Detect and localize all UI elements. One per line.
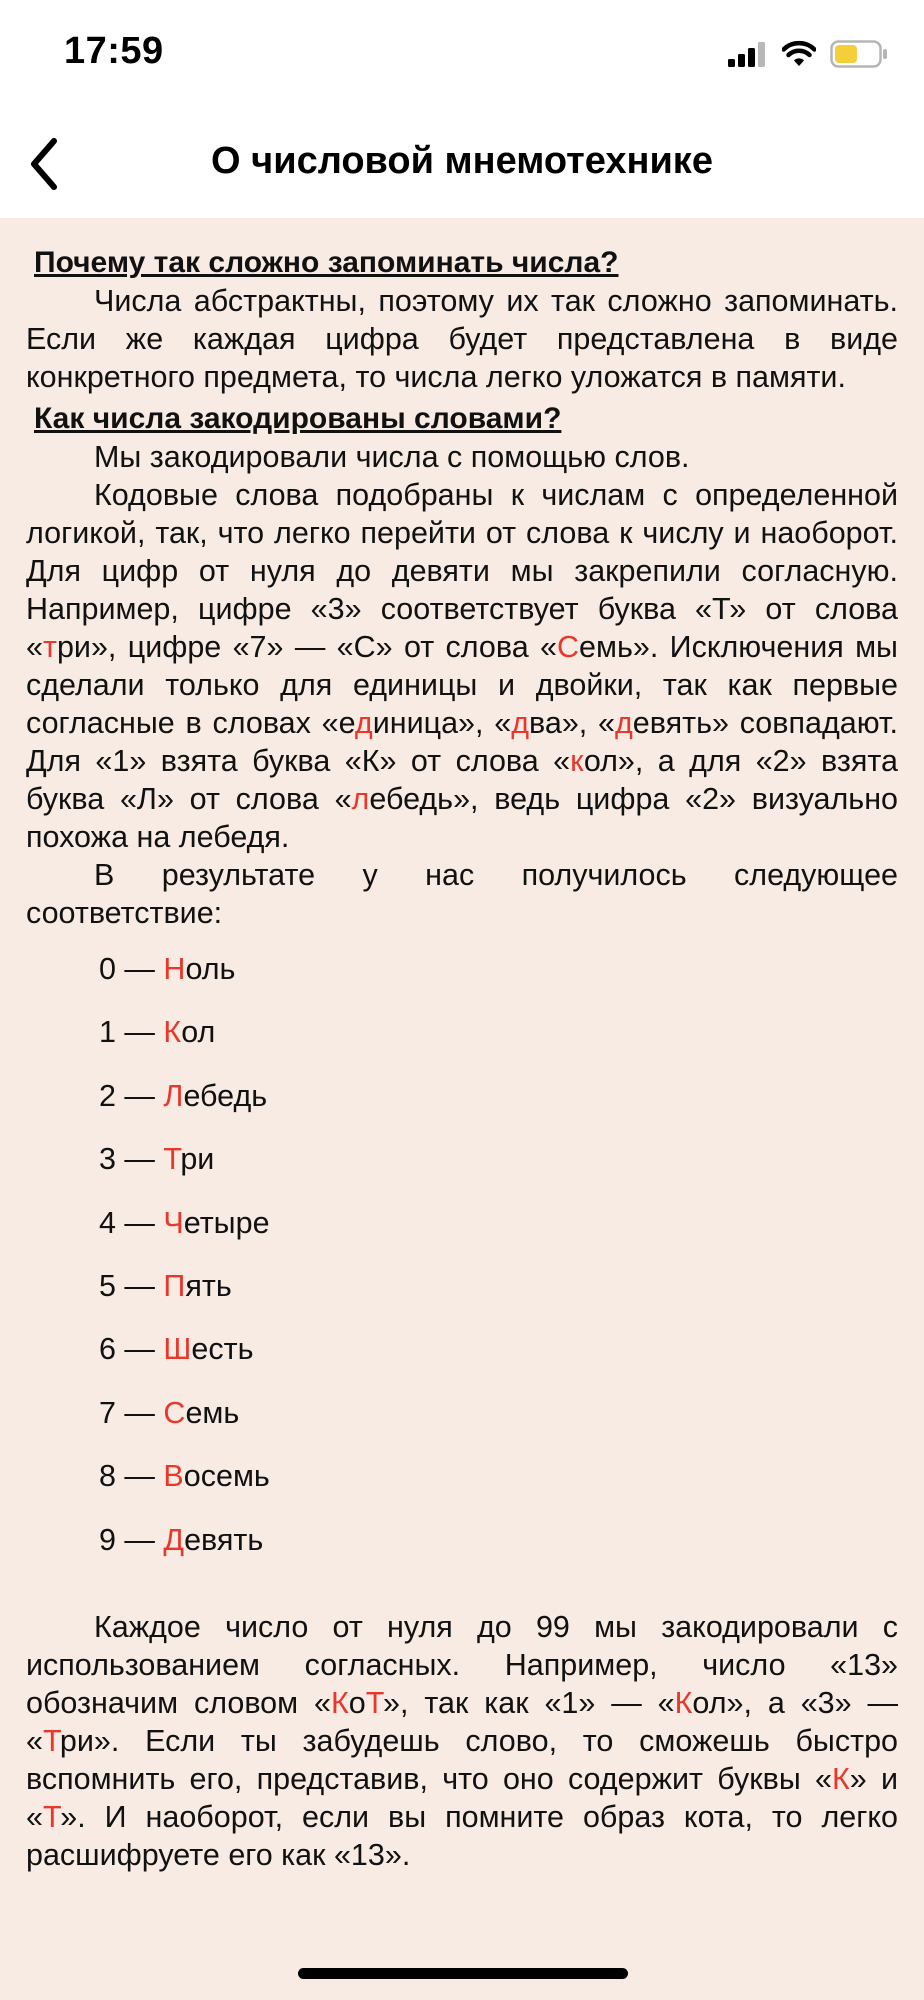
highlight-letter: л (351, 782, 370, 816)
mnemonic-number: 5 — (99, 1268, 164, 1303)
battery-low-icon (830, 40, 888, 73)
back-button[interactable] (14, 134, 74, 194)
mnemonic-number: 9 — (99, 1522, 164, 1557)
paragraph-abstract-numbers: Числа абстрактны, поэтому их так сложно запоминать. Если же каждая цифра будет представлена в виде конкретного предмета, то числа легко уложатся в памяти. (26, 284, 898, 394)
mnemonic-word-rest: осемь (183, 1459, 270, 1494)
text-run: ва», « (529, 706, 615, 740)
text-run: » и « (26, 1761, 898, 1834)
status-bar (0, 0, 924, 112)
paragraph-code-words-logic (26, 476, 898, 856)
mnemonic-number: 2 — (99, 1078, 164, 1113)
text-run: иница», « (372, 706, 512, 740)
highlight-letter: К (831, 1761, 850, 1796)
mnemonic-letter: Ч (163, 1205, 184, 1240)
text-run: емь». Исключения мы сделали только для единицы и двойки, так как первые согласные в словах «е (26, 630, 898, 740)
wifi-icon (782, 40, 816, 73)
article-body (0, 218, 924, 1874)
highlight-letter: д (615, 706, 633, 740)
mnemonic-letter: Ш (163, 1332, 192, 1367)
highlight-letter: д (354, 706, 373, 740)
mnemonic-word-rest: евять (184, 1522, 264, 1557)
mnemonic-number: 4 — (99, 1205, 164, 1240)
text-run: ол», а для «2» взята буква «Л» от слова « (26, 744, 898, 816)
mnemonic-item (99, 1013, 898, 1076)
text-run: Кодовые слова подобраны к числам с определенной логикой, так, что легко перейти от слова к числу и наоборот. Для цифр от нуля до девяти мы закрепили согласную. Например, цифре «3» соответствует буква «Т» от слова « (26, 478, 898, 664)
mnemonic-word-rest: ол (181, 1015, 216, 1050)
highlight-letter: С (557, 630, 580, 664)
mnemonic-item (99, 1330, 898, 1393)
mnemonic-letter: К (163, 1015, 182, 1050)
highlight-letter: к (570, 744, 584, 778)
cellular-signal-icon (728, 41, 768, 72)
status-time: 17:59 (64, 30, 164, 72)
mnemonic-item (99, 1394, 898, 1457)
mnemonic-word-rest: ять (185, 1268, 232, 1303)
mnemonic-word-rest: ри (180, 1142, 215, 1177)
mnemonic-word-rest: емь (185, 1395, 240, 1430)
highlight-letter: Т (365, 1685, 384, 1720)
mnemonic-item (99, 1521, 898, 1584)
mnemonic-item (99, 1140, 898, 1203)
text-run: ри». Если ты забудешь слово, то сможешь быстро вспомнить его, представив, что оно содержит буквы « (26, 1723, 898, 1796)
text-run: ебедь», ведь цифра «2» визуально похожа на лебедя. (26, 782, 898, 854)
mnemonic-item (99, 1267, 898, 1330)
mnemonic-item (99, 950, 898, 1013)
mnemonic-letter: П (163, 1268, 186, 1303)
mnemonic-number: 3 — (99, 1142, 164, 1177)
mnemonic-item (99, 1457, 898, 1520)
text-run: ». И наоборот, если вы помните образ кота, то легко расшифруете его как «13». (26, 1799, 898, 1872)
mnemonic-number: 6 — (99, 1332, 164, 1367)
paragraph-result: В результате у нас получилось следующее соответствие: (26, 858, 898, 930)
mnemonic-number: 8 — (99, 1459, 164, 1494)
highlight-letter: К (331, 1685, 349, 1720)
text-run: ри», цифре «7» — «С» от слова « (56, 630, 558, 664)
paragraph-encoded-with-words: Мы закодировали числа с помощью слов. (94, 440, 690, 474)
section-heading-how-encoded: Как числа закодированы словами? (34, 402, 562, 435)
mnemonic-letter: С (163, 1395, 186, 1430)
text-run: ол», а «3» — « (26, 1685, 898, 1758)
text-run: », так как «1» — « (383, 1685, 675, 1720)
highlight-letter: д (511, 706, 530, 740)
highlight-letter: Т (42, 1799, 61, 1834)
mnemonic-number: 7 — (99, 1395, 164, 1430)
mnemonic-letter: В (163, 1459, 184, 1494)
text-run: Каждое число от нуля до 99 мы закодировали с использованием согласных. Например, число «13» обозначим словом « (26, 1609, 898, 1720)
article-content[interactable] (0, 218, 924, 2000)
section-heading-why-hard: Почему так сложно запоминать числа? (34, 246, 619, 279)
mnemonic-letter: Л (163, 1078, 184, 1113)
mnemonic-letter: Д (163, 1522, 185, 1557)
paragraph-numbers-to-99 (26, 1608, 898, 1874)
page-title: О числовой мнемотехнике (211, 140, 713, 182)
mnemonic-letter: Н (163, 952, 186, 986)
home-indicator[interactable] (298, 1968, 628, 1979)
chevron-left-icon (26, 137, 62, 191)
text-run: о (348, 1685, 366, 1720)
mnemonic-item (99, 1077, 898, 1140)
mnemonic-word-rest: етыре (183, 1205, 270, 1240)
mnemonic-list (26, 950, 898, 1584)
navigation-bar (0, 112, 924, 218)
mnemonic-word-rest: есть (191, 1332, 254, 1367)
highlight-letter: К (674, 1685, 693, 1720)
mnemonic-word-rest: оль (185, 952, 236, 986)
mnemonic-item (99, 1204, 898, 1267)
mnemonic-number: 1 — (99, 1015, 164, 1050)
highlight-letter: Т (42, 1723, 60, 1758)
mnemonic-number: 0 — (99, 952, 164, 986)
text-run: евять» совпадают. Для «1» взята буква «К» от слова « (26, 706, 898, 778)
mnemonic-letter: Т (163, 1142, 181, 1177)
highlight-letter: т (42, 630, 57, 664)
mnemonic-word-rest: ебедь (183, 1078, 268, 1113)
status-icons (728, 38, 888, 74)
